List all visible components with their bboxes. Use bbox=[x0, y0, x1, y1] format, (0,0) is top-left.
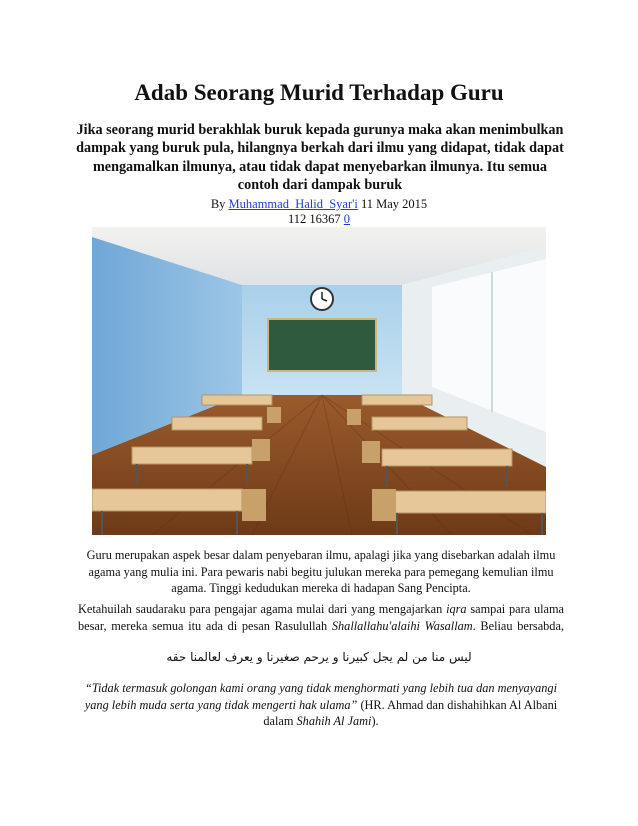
publish-date: 11 May 2015 bbox=[360, 197, 428, 211]
paragraph-teachers bbox=[78, 601, 564, 634]
byline bbox=[0, 197, 638, 227]
paragraph-hadith-translation bbox=[78, 680, 564, 730]
classroom-photo-icon bbox=[92, 227, 546, 535]
hadith-source: (HR. Ahmad dan dishahihkan Al Albani dalam bbox=[263, 697, 558, 728]
byline-by: By bbox=[210, 197, 226, 211]
article-subtitle: Jika seorang murid berakhlak buruk kepada gurunya maka akan menimbulkan dampak yang buruk pula, hilangnya berkah dari ilmu yang didapat, tidak dapat mengamalkan ilmunya, atau tidak dapat menyebarkan ilmunya. Itu semua contoh dari dampak buruk bbox=[76, 122, 564, 193]
article-title: Adab Seorang Murid Terhadap Guru bbox=[134, 80, 504, 105]
p2-text-b: sampai para ulama besar, mereka semua itu ada di pesan Rasulullah bbox=[78, 602, 565, 633]
author-link[interactable]: Muhammad_Halid_Syar'i bbox=[228, 197, 358, 211]
view-count: 112 bbox=[287, 212, 307, 226]
share-count: 16367 bbox=[309, 212, 341, 226]
comments-link[interactable]: 0 bbox=[343, 212, 351, 226]
p2-text-c: . Beliau bersabda, bbox=[472, 618, 564, 633]
arabic-hadith: ليس منا من لم يجل كبيرنا و يرحم صغيرنا و يعرف لعالمنا حقه bbox=[166, 650, 472, 664]
p2-text-a: Ketahuilah saudaraku para pengajar agama mulai dari yang mengajarkan bbox=[78, 602, 443, 616]
paragraph-intro: Guru merupakan aspek besar dalam penyebaran ilmu, apalagi jika yang disebarkan adalah ilmu agama yang mulia ini. Para pewaris nabi begitu julukan mereka para pemegang kemulian ilmu agama. Tinggi kedudukan mereka di hadapan Sang Pencipta. bbox=[86, 548, 556, 595]
hadith-quote: “Tidak termasuk golongan kami orang yang tidak menghormati yang lebih tua dan menyayangi yang lebih muda serta yang tidak mengerti hak ulama” bbox=[84, 681, 557, 712]
hadith-end: ). bbox=[371, 714, 379, 728]
p2-iqra: iqra bbox=[446, 602, 467, 616]
classroom-photo bbox=[92, 227, 546, 535]
p2-salawat: Shallallahu'alaihi Wasallam bbox=[331, 618, 473, 633]
hadith-book: Shahih Al Jami bbox=[296, 714, 372, 728]
